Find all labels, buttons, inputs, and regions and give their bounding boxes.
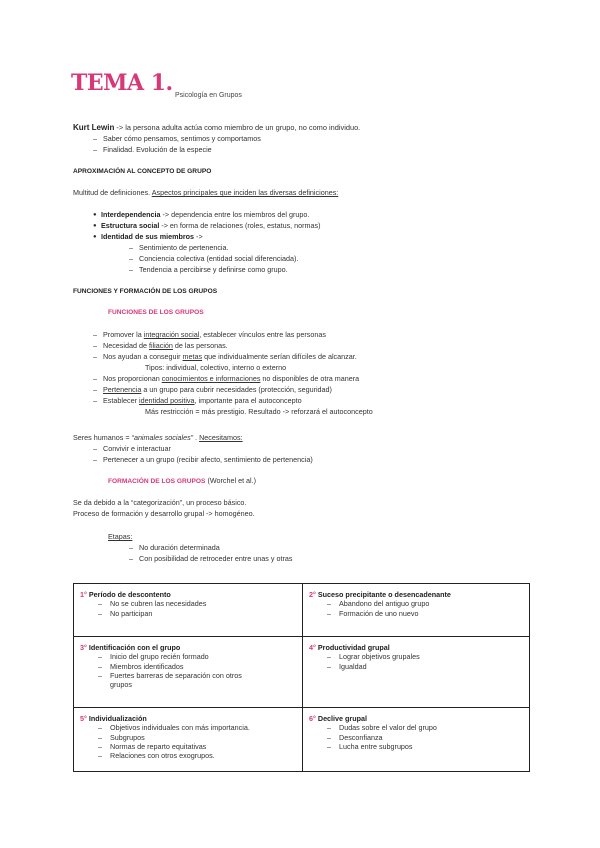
stage-cell: [74, 637, 303, 708]
list-item: – Conciencia colectiva (entidad social diferenciada).: [129, 254, 299, 263]
bullet-item: ● Estructura social -> en forma de relaciones (roles, estatus, normas): [93, 221, 321, 230]
list-subtext: Más restricción = más prestigio. Resultado -> reforzará el autoconcepto: [145, 407, 373, 416]
intro-line: [73, 123, 360, 133]
stages-table: [73, 583, 530, 772]
list-item: – Lograr objetivos grupales: [327, 652, 420, 662]
stage-title: 5° Individualización: [80, 714, 147, 723]
etapas-label: Etapas:: [108, 532, 133, 541]
stage-cell: [303, 637, 529, 708]
list-item: – Igualdad: [327, 661, 367, 671]
list-item: – Pertenecer a un grupo (recibir afecto, sentimiento de pertenencia): [93, 455, 313, 464]
list-item: – Dudas sobre el valor del grupo: [327, 723, 437, 733]
stage-title: 4° Productividad grupal: [309, 643, 390, 652]
stage-title: 2° Suceso precipitante o desencadenante: [309, 590, 451, 599]
stage-cell: [303, 584, 529, 637]
seres-line: Seres humanos = “animales sociales” . Necesitamos:: [73, 433, 243, 442]
subsection-title: FUNCIONES DE LOS GRUPOS: [108, 309, 204, 316]
section-heading: APROXIMACIÓN AL CONCEPTO DE GRUPO: [73, 168, 212, 175]
list-item: – Objetivos individuales con más importancia.: [98, 723, 250, 733]
paragraph-line: Proceso de formación y desarrollo grupal -> homogéneo.: [73, 509, 255, 518]
list-item: – Promover la integración social, establecer vínculos entre las personas: [93, 330, 326, 339]
section-lead: Multitud de definiciones. Aspectos principales que inciden las diversas definiciones:: [73, 188, 339, 197]
list-item: – Tendencia a percibirse y definirse como grupo.: [129, 265, 288, 274]
list-item: – Nos ayudan a conseguir metas que individualmente serían difíciles de alcanzar.: [93, 352, 357, 361]
list-item: – Subgrupos: [98, 732, 145, 742]
list-item: – Desconfianza: [327, 732, 383, 742]
intro-text: -> la persona adulta actúa como miembro de un grupo, no como individuo.: [114, 123, 361, 132]
list-item: – No se cubren las necesidades: [98, 599, 207, 609]
list-item: – No participan: [98, 608, 153, 618]
page-title: TEMA 1.: [71, 70, 173, 96]
stage-cell: [303, 708, 529, 771]
list-item: – Nos proporcionan conocimientos e informaciones no disponibles de otra manera: [93, 374, 360, 383]
list-item: – Con posibilidad de retroceder entre unas y otras: [129, 554, 293, 563]
stage-title: 6° Declive grupal: [309, 714, 368, 723]
list-item: – Formación de uno nuevo: [327, 608, 419, 618]
paragraph-line: Se da debido a la “categorización”, un proceso básico.: [73, 498, 247, 507]
list-item: – Fuertes barreras de separación con otros: [98, 671, 242, 681]
stage-cell: [74, 584, 303, 637]
bullet-item: ● Interdependencia -> dependencia entre los miembros del grupo.: [93, 210, 310, 219]
subsection-title: FORMACIÓN DE LOS GRUPOS: [108, 478, 206, 485]
list-item: – Lucha entre subgrupos: [327, 742, 413, 752]
section-heading: FUNCIONES Y FORMACIÓN DE LOS GRUPOS: [73, 288, 218, 295]
page-subtitle: Psicología en Grupos: [175, 92, 242, 99]
formacion-line: FORMACIÓN DE LOS GRUPOS (Worchel et al.): [108, 476, 257, 485]
list-item-continuation: grupos: [110, 680, 132, 690]
stage-title: 3° Identificación con el grupo: [80, 643, 181, 652]
stage-title: 1° Período de descontento: [80, 590, 171, 599]
list-item: – Abandono del antiguo grupo: [327, 599, 430, 609]
list-item: – Pertenencia a un grupo para cubrir necesidades (protección, seguridad): [93, 385, 332, 394]
list-item: – Saber cómo pensamos, sentimos y comportamos: [93, 134, 261, 143]
stage-cell: [74, 708, 303, 771]
list-item: – Finalidad. Evolución de la especie: [93, 145, 212, 154]
list-item: – Inicio del grupo recién formado: [98, 652, 209, 662]
list-item: – Convivir e interactuar: [93, 444, 171, 453]
list-item: – Necesidad de filiación de las personas.: [93, 341, 228, 350]
list-item: – Establecer identidad positiva, importante para el autoconcepto: [93, 396, 302, 405]
list-item: – Miembros identificados: [98, 661, 184, 671]
list-item: – No duración determinada: [129, 543, 220, 552]
list-item: – Sentimiento de pertenencia.: [129, 243, 229, 252]
list-subtext: Tipos: individual, colectivo, interno o externo: [145, 363, 287, 372]
list-item: – Relaciones con otros exogrupos.: [98, 751, 215, 761]
list-item: – Normas de reparto equitativas: [98, 742, 207, 752]
author-name: Kurt Lewin: [73, 123, 115, 132]
bullet-item: ● Identidad de sus miembros ->: [93, 232, 203, 241]
